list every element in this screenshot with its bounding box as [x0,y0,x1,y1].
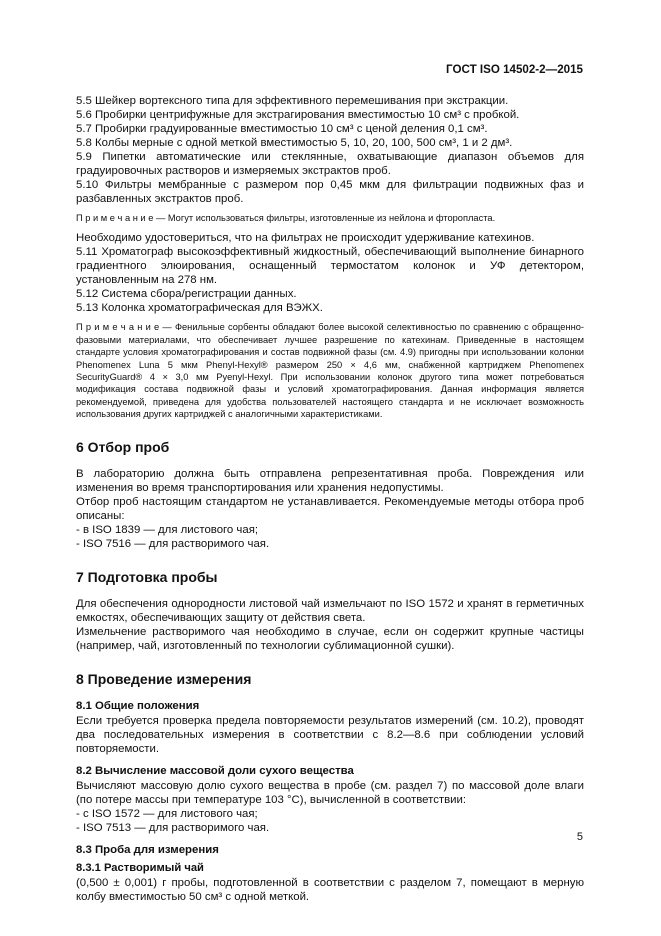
section-7-para-1: Для обеспечения однородности листовой чай измельчают по ISO 1572 и хранят в герметичных емкостях, обеспечивающих защиту от действия света. [76,597,584,624]
item-5-6: 5.6 Пробирки центрифужные для экстрагирования вместимостью 10 см³ с пробкой. [76,109,520,121]
section-8-1-title: 8.1 Общие положения [76,699,200,712]
section-8-3-1-para: (0,500 ± 0,001) г пробы, подготовленной в соответствии с разделом 7, помещают в мерную колбу вместимостью 50 см³ с одной меткой. [76,876,584,903]
document-body [76,94,584,904]
section-8-3-1-title: 8.3.1 Растворимый чай [76,861,204,874]
page-number: 5 [576,831,583,843]
item-5-10: 5.10 Фильтры мембранные с размером пор 0,45 мкм для фильтрации подвижных фаз и разбавленных экстрактов проб. [76,179,584,205]
note-sorbents: П р и м е ч а н и е — Фенильные сорбенты обладают более высокой селективностью по сравнению с обращенно-фазовыми материалами, что обеспечивает лучшее разрешение по катехинам. Приведенные в настоящем стандарте условия хроматографирования и состав подвижной фазы (см. 4.9) пригодны при использовании колонки Phenomenex Luna 5 мкм Phenyl-Hexyl® размером 250 × 4,6 мм, снабженной картриджем Phenomenex SecurityGuard® 4 × 3,0 мм Pyenyl-Hexyl. При использовании колонок другого типа может потребоваться модификация состава подвижной фазы и условий хроматографирования. Данная информация является рекомендуемой, приведена для удобства пользователей настоящего стандарта и не исключает возможность использования других картриджей с аналогичными характеристиками. [76,322,584,420]
item-5-5: 5.5 Шейкер вортексного типа для эффективного перемешивания при экстракции. [76,95,509,107]
document-header: ГОСТ ISO 14502-2—2015 [446,63,583,76]
section-8-2-list-item: - ISO 7513 — для растворимого чая. [76,821,270,834]
section-8-title: 8 Проведение измерения [76,670,252,687]
section-6-list-item: - в ISO 1839 — для листового чая; [76,523,259,536]
item-5-11: 5.11 Хроматограф высокоэффективный жидкостный, обеспечивающий выполнение бинарного градиентного элюирования, оснащенный термостатом колонок и УФ детектором, установленным на 278 нм. [76,246,584,287]
item-5-7: 5.7 Пробирки градуированные вместимостью 10 см³ с ценой деления 0,1 см³. [76,123,488,135]
item-5-8: 5.8 Колбы мерные с одной меткой вместимостью 5, 10, 20, 100, 500 см³, 1 и 2 дм³. [76,137,513,149]
section-8-1-para: Если требуется проверка предела повторяемости результатов измерений (см. 10.2), проводят два последовательных измерения в соответствии с 8.2—8.6 при соблюдении условий повторяемости. [76,714,584,755]
section-7-title: 7 Подготовка пробы [76,568,218,585]
section-6-list-item: - ISO 7516 — для растворимого чая. [76,537,270,550]
section-8-2-title: 8.2 Вычисление массовой доли сухого вещества [76,764,354,777]
item-5-12: 5.12 Система сбора/регистрации данных. [76,288,297,301]
section-8-2-list-item: - с ISO 1572 — для листового чая; [76,807,258,820]
section-8-2-para: Вычисляют массовую долю сухого вещества в пробе (см. раздел 7) по массовой доле влаги (по потере массы при температуре 103 °C), вычисленной в соответствии: [76,779,584,806]
item-5-9: 5.9 Пипетки автоматические или стеклянные, охватывающие диапазон объемов для градуировочных растворов и измеряемых экстрактов проб. [76,151,584,177]
section-6-para-1: В лабораторию должна быть отправлена репрезентативная проба. Повреждения или изменения во время транспортирования или хранения недопустимы. [76,467,584,494]
section-7-para-2: Измельчение растворимого чая необходимо в случае, если он содержит крупные частицы (например, чай, изготовленный по технологии сублимационной сушки). [76,625,584,652]
catechin-remark: Необходимо удостовериться, что на фильтрах не происходит удерживание катехинов. [76,232,535,245]
section-6-para-2: Отбор проб настоящим стандартом не устанавливается. Рекомендуемые методы отбора проб описаны: [76,495,584,522]
note-filters: П р и м е ч а н и е — Могут использоваться фильтры, изготовленные из нейлона и фторопласта. [76,213,496,223]
section-6-title: 6 Отбор проб [76,438,170,455]
item-5-13: 5.13 Колонка хроматографическая для ВЭЖХ. [76,302,323,315]
section-8-3-title: 8.3 Проба для измерения [76,843,219,856]
